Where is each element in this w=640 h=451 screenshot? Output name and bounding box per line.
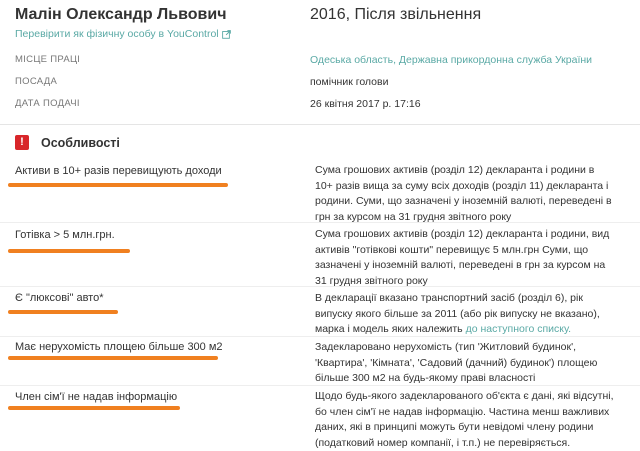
feature-label-cash: Готівка > 5 млн.грн. (15, 229, 115, 241)
declaration-year-type: 2016, Після звільнення (310, 6, 482, 23)
youcontrol-verify-label: Перевірити як фізичну особу в YouControl (15, 28, 219, 40)
feature-desc-luxury-auto-text: В декларації вказано транспортний засіб (розділ 6), рік випуску якого більше за 2011 (або рік випуску не вказано), марка і модель яких належить (315, 292, 600, 335)
row-divider (0, 286, 640, 287)
feature-desc-real-estate: Задекларовано нерухомість (тип 'Житловий будинок', 'Квартира', 'Кімната', 'Садовий (дачний) будинок') площею більше 300 м2 на будь-якому праві власності (315, 341, 598, 384)
alert-icon: ! (15, 135, 29, 150)
feature-desc-luxury-auto (315, 291, 615, 338)
submission-date-value: 26 квітня 2017 р. 17:16 (310, 98, 421, 110)
feature-label-real-estate: Має нерухомість площею більше 300 м2 (15, 341, 223, 353)
section-divider (0, 124, 640, 125)
youcontrol-verify-link[interactable] (15, 28, 231, 40)
orange-underline (8, 406, 180, 410)
features-title: Особливості (41, 136, 120, 150)
feature-label-family-member: Член сім'ї не надав інформацію (15, 391, 178, 403)
external-link-icon (222, 30, 231, 39)
orange-underline (8, 310, 118, 314)
workplace-label: МІСЦЕ ПРАЦІ (15, 54, 81, 65)
submission-date-label: ДАТА ПОДАЧІ (15, 98, 80, 109)
position-label: ПОСАДА (15, 76, 58, 87)
car-list-link[interactable]: до наступного списку. (465, 323, 572, 335)
feature-desc-assets: Сума грошових активів (розділ 12) декларанта і родини в 10+ разів вища за суму всіх доходів (розділ 11) декларанта і родини. Суми, що зазначені у іноземній валюті, переведені в грн за курсом на 31 грудня звітного року (315, 164, 612, 223)
orange-underline (8, 356, 218, 360)
feature-desc-family-member: Щодо будь-якого задекларованого об'єкта є дані, які відсутні, бо член сім'ї не надав інформацію. Частина менш важливих даних, які в принципі можуть бути невідомі члену родини (податковий номер компанії, і т.п.) не перевіряється. (315, 390, 614, 449)
feature-label-assets: Активи в 10+ разів перевищують доходи (15, 165, 222, 177)
feature-label-luxury-auto: Є "люксові" авто* (15, 292, 104, 304)
orange-underline (8, 249, 130, 253)
workplace-org-link[interactable]: Державна прикордонна служба України (398, 54, 593, 66)
declarant-name: Малін Олександр Львович (15, 6, 227, 23)
row-divider (0, 336, 640, 337)
workplace-value (310, 54, 592, 66)
workplace-region: Одеська область, (310, 54, 399, 66)
position-value: помічник голови (310, 76, 389, 88)
feature-desc-cash: Сума грошових активів (розділ 12) декларанта і родини, вид активів "готівкові кошти" перевищує 5 млн.грн Суми, що зазначені у іноземній валюті, переведені в грн за курсом на 31 грудня звітного року (315, 228, 610, 287)
row-divider (0, 385, 640, 386)
orange-underline (8, 183, 228, 187)
row-divider (0, 222, 640, 223)
